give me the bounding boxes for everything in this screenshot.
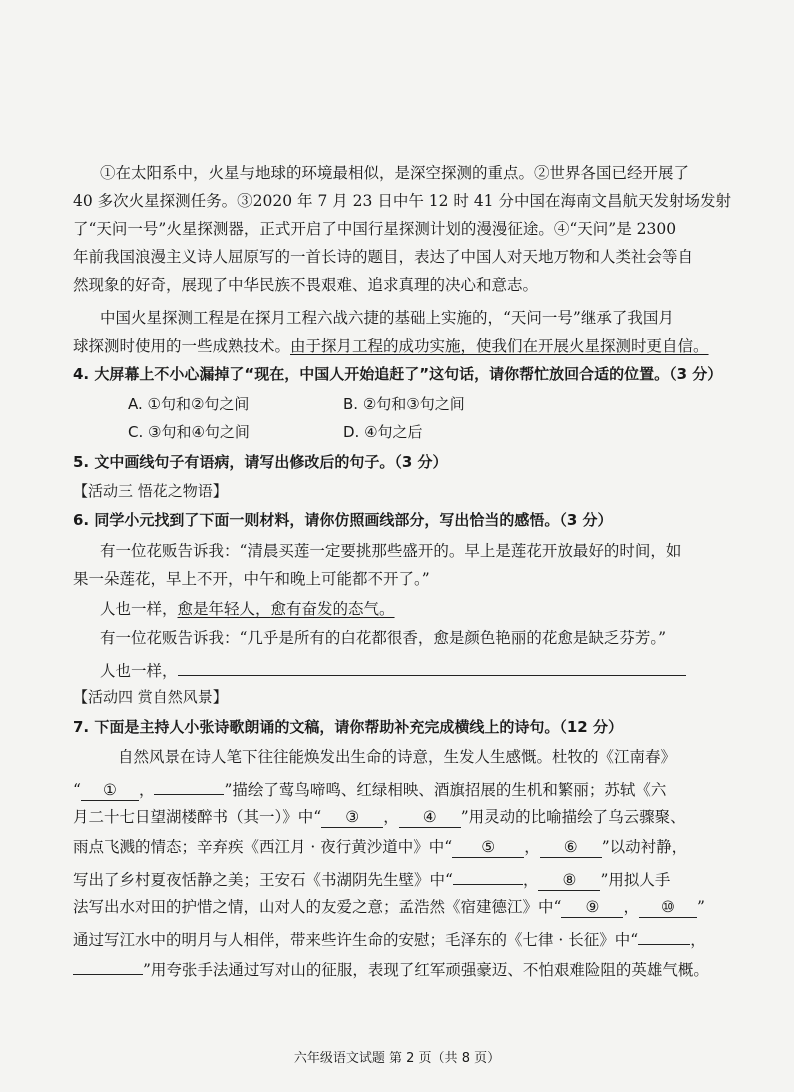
blank-8[interactable]: ⑧ [538,870,600,891]
passage-line [73,333,709,360]
poem-line: 法写出水对田的护惜之情，山对人的友爱之意；孟浩然《宿建德江》中“ ⑨ ， ⑩ ” [73,898,705,916]
poem-line: “ ① ， ”描绘了莺鸟啼鸣、红绿相映、酒旗招展的生机和繁丽；苏轼《六 [73,774,666,804]
q4-option-c[interactable]: C. ③句和④句之间 [128,423,250,441]
q4-option-a[interactable]: A. ①句和②句之间 [128,395,250,413]
blank-11[interactable] [638,924,690,945]
blank-9[interactable]: ⑨ [561,897,623,918]
activity-3-heading: 【活动三 悟花之物语】 [73,482,228,500]
underlined-sentence: 由于探月工程的成功实施，使我们在开展火星探测时更自信。 [290,337,709,355]
question-6-stem: 6. 同学小元找到了下面一则材料，请你仿照画线部分，写出恰当的感悟。（3 分） [73,511,613,529]
blank-5[interactable]: ⑤ [452,837,524,858]
passage-line: 然现象的好奇，展现了中华民族不畏艰难、追求真理的决心和意志。 [73,276,539,294]
passage-line: 40 多次火星探测任务。③2020 年 7 月 23 日中午 12 时 41 分中国在海南文昌航天发射场发射 [73,192,731,210]
page-footer: 六年级语文试题 第 2 页（共 8 页） [293,1051,501,1066]
question-4-stem: 4. 大屏幕上不小心漏掉了“现在，中国人开始追赶了”这句话，请你帮忙放回合适的位置。（3 分） [73,365,723,383]
blank-1[interactable]: ① [81,780,139,801]
poem-line: ”用夸张手法通过写对山的征服，表现了红军顽强豪迈、不怕艰难险阻的英雄气概。 [73,954,709,984]
passage-line: 了“天问一号”火星探测器，正式开启了中国行星探测计划的漫漫征途。④“天问”是 2300 [73,220,677,238]
q4-option-b[interactable]: B. ②句和③句之间 [343,395,465,413]
question-5-stem: 5. 文中画线句子有语病，请写出修改后的句子。（3 分） [73,453,448,471]
poem-line: 雨点飞溅的情态；辛弃疾《西江月 · 夜行黄沙道中》中“ ⑤ ， ⑥ ”以动衬静， [73,838,688,856]
poem-line: 通过写江水中的明月与人相伴，带来些许生命的安慰；毛泽东的《七律 · 长征》中“ ， [73,924,706,954]
blank-10[interactable]: ⑩ [639,897,697,918]
blank-12[interactable] [73,954,143,975]
material-line: 有一位花贩告诉我：“清晨买莲一定要挑那些盛开的。早上是莲花开放最好的时间，如 [100,542,682,560]
blank-2[interactable] [154,774,224,795]
passage-line: 中国火星探测工程是在探月工程六战六捷的基础上实施的，“天问一号”继承了我国月 [100,309,674,327]
poem-line: 自然风景在诗人笔下往往能焕发出生命的诗意，生发人生感慨。杜牧的《江南春》 [118,748,677,766]
material-line: 果一朵莲花，早上不开，中午和晚上可能都不开了。” [73,570,430,588]
blank-7[interactable] [453,864,523,885]
q4-option-d[interactable]: D. ④句之后 [343,423,423,441]
material-text: 人也一样， [100,600,178,618]
question-7-stem: 7. 下面是主持人小张诗歌朗诵的文稿，请你帮助补充完成横线上的诗句。（12 分） [73,718,623,736]
poem-line: 写出了乡村夏夜恬静之美；王安石《书湖阴先生壁》中“ ， ⑧ ”用拟人手 [73,864,670,894]
passage-text: 球探测时使用的一些成熟技术。 [73,337,291,355]
answer-blank[interactable] [178,655,686,676]
blank-3[interactable]: ③ [321,807,383,828]
material-text: 人也一样， [100,662,178,680]
poem-line: 月二十七日望湖楼醉书（其一）》中“ ③ ， ④ ”用灵动的比喻描绘了乌云骤聚、 [73,808,686,826]
underlined-example: 愈是年轻人，愈有奋发的态气。 [177,600,395,618]
passage-line: ①在太阳系中，火星与地球的环境最相似，是深空探测的重点。②世界各国已经开展了 [100,164,690,182]
passage-line: 年前我国浪漫主义诗人屈原写的一首长诗的题目，表达了中国人对天地万物和人类社会等自 [73,248,694,266]
activity-4-heading: 【活动四 赏自然风景】 [73,688,228,706]
material-line: 有一位花贩告诉我：“几乎是所有的白花都很香，愈是颜色艳丽的花愈是缺乏芬芳。” [100,629,667,647]
blank-4[interactable]: ④ [399,807,461,828]
blank-6[interactable]: ⑥ [540,837,602,858]
material-line [100,596,395,623]
answer-line-row [100,655,686,685]
